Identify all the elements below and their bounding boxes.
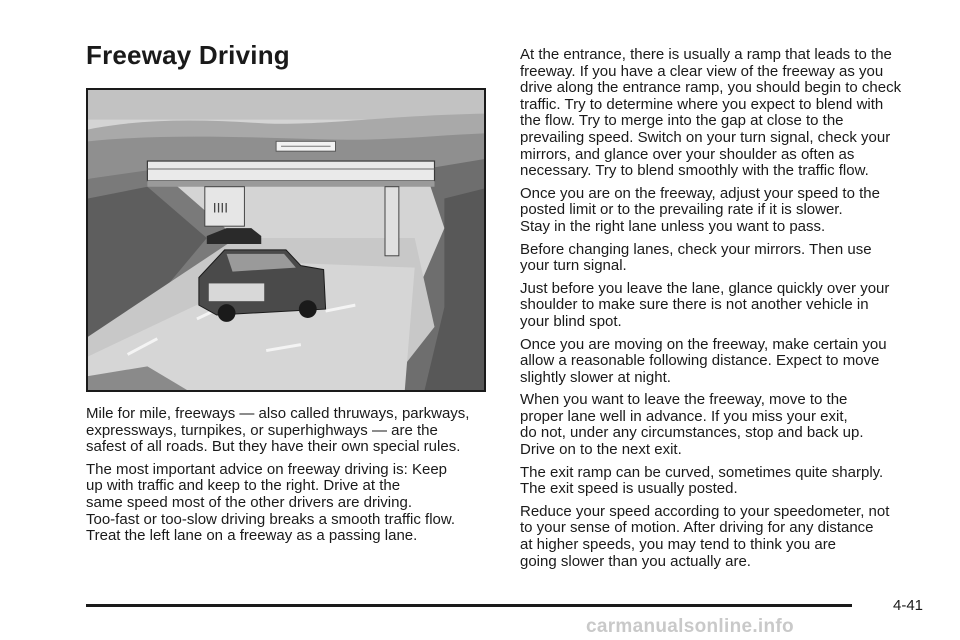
overpass-deck (147, 161, 434, 181)
text-line: mirrors, and glance over your shoulder as often as (520, 145, 855, 163)
text-line: Drive on to the next exit. (520, 441, 682, 459)
paragraph (520, 242, 930, 275)
text-line: Once you are moving on the freeway, make certain you (520, 335, 887, 353)
text-line: Too-fast or too-slow driving breaks a smooth traffic flow. (86, 510, 456, 528)
suv-wheel-rear (218, 304, 236, 322)
text-line: going slower than you actually are. (520, 552, 751, 570)
suv-tailgate (209, 283, 264, 301)
paragraph (520, 337, 930, 387)
text-line: the flow. Try to merge into the gap at close to the (520, 112, 844, 130)
paragraph (520, 504, 930, 570)
page-number: 4-41 (893, 597, 924, 614)
text-line: Once you are on the freeway, adjust your speed to the (520, 184, 880, 202)
text-line: at higher speeds, you may tend to think you are (520, 536, 837, 554)
paragraph (520, 47, 930, 180)
text-line: The exit ramp can be curved, sometimes quite sharply. (520, 463, 884, 481)
text-line: Mile for mile, freeways — also called thruways, parkways, (86, 405, 470, 422)
text-line: allow a reasonable following distance. Expect to move (520, 352, 880, 370)
suv-wheel-front (299, 300, 317, 318)
text-line: your blind spot. (520, 312, 622, 330)
text-line: Reduce your speed according to your speedometer, not (520, 502, 890, 520)
text-line: traffic. Try to determine where you expect to blend with (520, 95, 884, 113)
overpass-underside (147, 181, 434, 187)
footer-rule (86, 604, 852, 607)
text-line: safest of all roads. But they have their own special rules. (86, 438, 461, 456)
text-line: Just before you leave the lane, glance quickly over your (520, 279, 890, 297)
text-line: At the entrance, there is usually a ramp that leads to the (520, 46, 892, 63)
text-line: proper lane well in advance. If you miss your exit, (520, 407, 848, 425)
right-column (520, 47, 930, 576)
text-line: posted limit or to the prevailing rate if it is slower. (520, 201, 843, 219)
text-line: up with traffic and keep to the right. Drive at the (86, 477, 401, 495)
text-line: necessary. Try to blend smoothly with the traffic flow. (520, 162, 869, 180)
paragraph (520, 392, 930, 458)
text-line: same speed most of the other drivers are driving. (86, 493, 412, 511)
left-column (86, 406, 491, 551)
paragraph (86, 406, 491, 456)
paragraph (520, 465, 930, 498)
paragraph (520, 186, 930, 236)
text-line: Before changing lanes, check your mirrors. Then use (520, 240, 872, 258)
page-title: Freeway Driving (86, 40, 290, 70)
text-line: The exit speed is usually posted. (520, 480, 738, 498)
text-line: The most important advice on freeway driving is: Keep (86, 460, 448, 478)
text-line: drive along the entrance ramp, you should begin to check (520, 79, 902, 97)
overpass-pillar-right (385, 187, 399, 256)
text-line: shoulder to make sure there is not another vehicle in (520, 296, 869, 314)
watermark: carmanualsonline.info (586, 616, 794, 637)
text-line: Treat the left lane on a freeway as a passing lane. (86, 527, 418, 545)
freeway-illustration (86, 88, 486, 392)
text-line: expressways, turnpikes, or superhighways — are the (86, 421, 438, 439)
pillar-sign: IIII (212, 199, 229, 216)
text-line: slightly slower at night. (520, 368, 671, 386)
text-line: prevailing speed. Switch on your turn signal, check your (520, 128, 891, 146)
paragraph (520, 281, 930, 331)
text-line: to your sense of motion. After driving for any distance (520, 519, 874, 537)
sky-upper (88, 90, 484, 120)
freeway-scene-graphic (88, 90, 484, 390)
text-line: freeway. If you have a clear view of the freeway as you (520, 62, 884, 80)
text-line: your turn signal. (520, 257, 627, 275)
text-line: When you want to leave the freeway, move to the (520, 391, 848, 409)
paragraph (86, 462, 491, 545)
text-line: Stay in the right lane unless you want to pass. (520, 217, 826, 235)
text-line: do not, under any circumstances, stop and back up. (520, 424, 864, 442)
